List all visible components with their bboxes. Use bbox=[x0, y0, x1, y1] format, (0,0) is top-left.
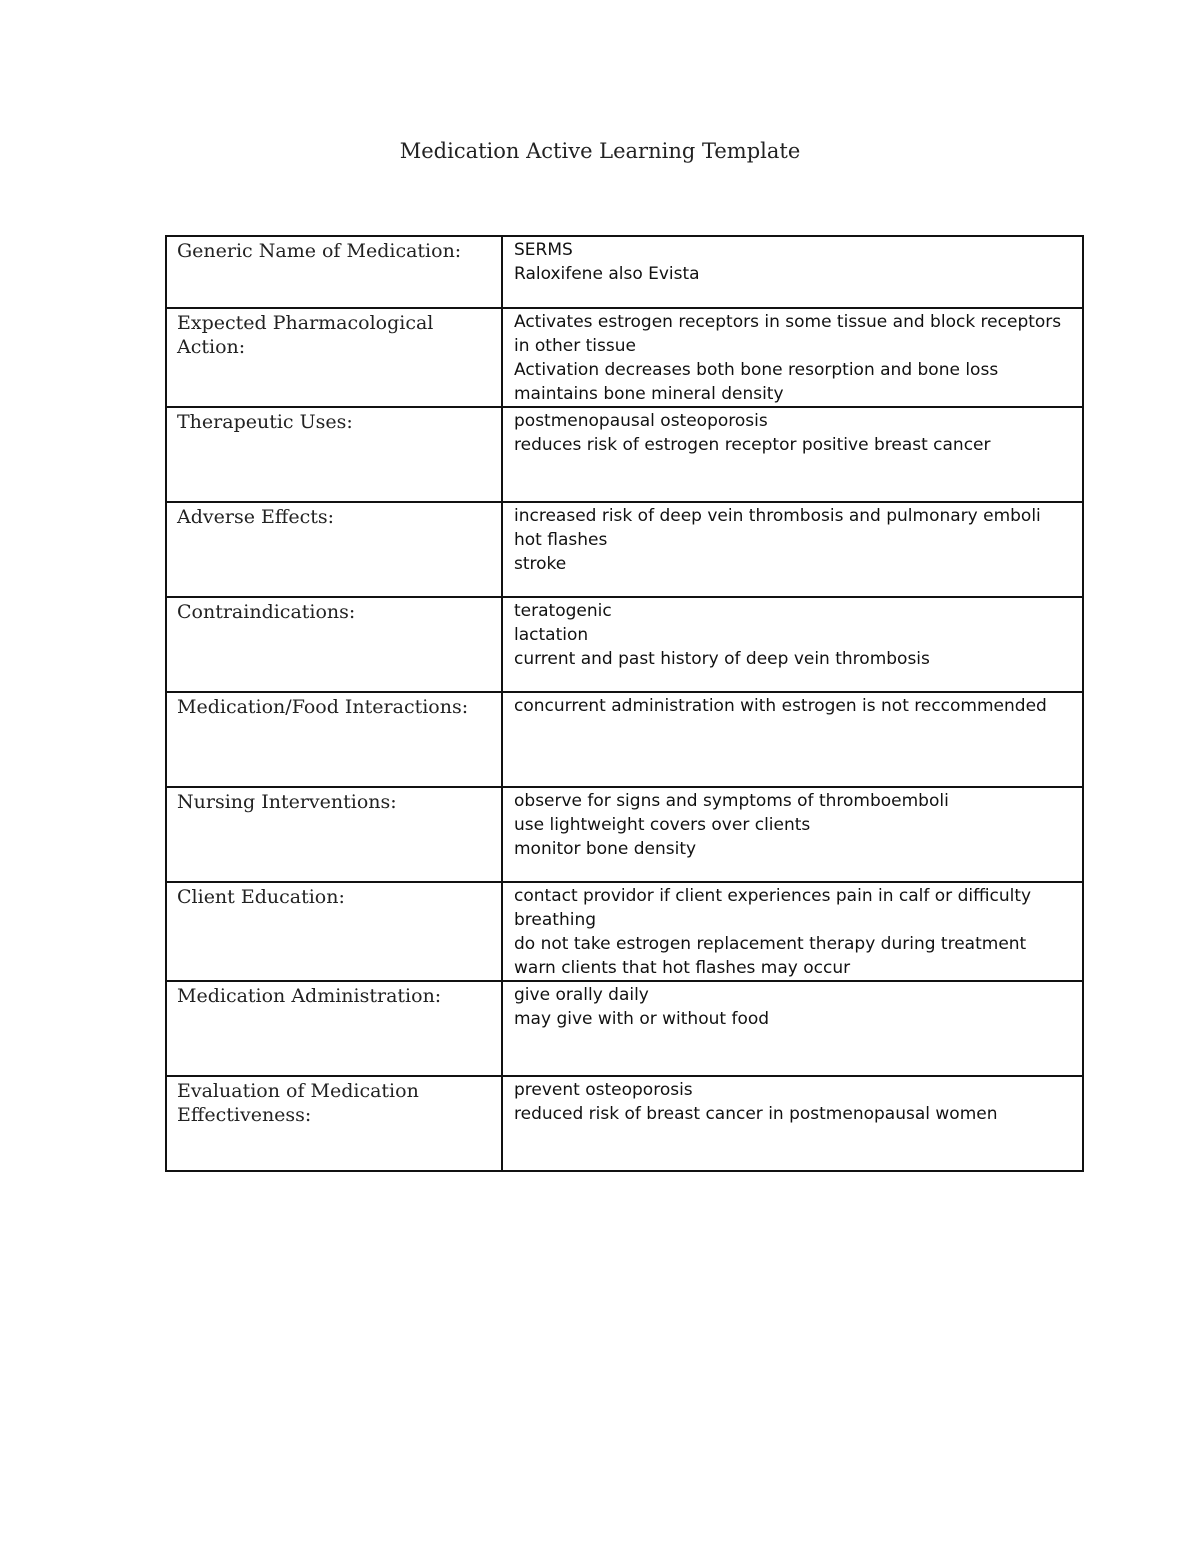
medication-template-table bbox=[165, 235, 1084, 1172]
value-line: give orally daily bbox=[514, 985, 649, 1005]
row-label-therapeutic-uses: Therapeutic Uses: bbox=[166, 407, 502, 502]
row-value-adverse-effects bbox=[502, 502, 1083, 597]
value-line: SERMS bbox=[514, 240, 573, 260]
row-label-contraindications: Contraindications: bbox=[166, 597, 502, 692]
row-value-evaluation-effectiveness bbox=[502, 1076, 1083, 1171]
row-value-therapeutic-uses bbox=[502, 407, 1083, 502]
row-label-evaluation-effectiveness: Evaluation of Medication Effectiveness: bbox=[166, 1076, 502, 1171]
table-row bbox=[166, 882, 1083, 981]
row-value-contraindications bbox=[502, 597, 1083, 692]
row-label-pharmacological-action: Expected Pharmacological Action: bbox=[166, 308, 502, 407]
value-line: reduced risk of breast cancer in postmenopausal women bbox=[514, 1104, 998, 1124]
value-line: lactation bbox=[514, 625, 589, 645]
row-value-nursing-interventions bbox=[502, 787, 1083, 882]
value-line: maintains bone mineral density bbox=[514, 384, 784, 404]
row-label-nursing-interventions: Nursing Interventions: bbox=[166, 787, 502, 882]
table-row bbox=[166, 787, 1083, 882]
document-title: Medication Active Learning Template bbox=[399, 139, 801, 163]
row-label-adverse-effects: Adverse Effects: bbox=[166, 502, 502, 597]
value-line: current and past history of deep vein thrombosis bbox=[514, 649, 930, 669]
value-line: stroke bbox=[514, 554, 567, 574]
value-line: increased risk of deep vein thrombosis and pulmonary emboli bbox=[514, 506, 1041, 526]
row-label-food-interactions: Medication/Food Interactions: bbox=[166, 692, 502, 787]
row-label-medication-administration: Medication Administration: bbox=[166, 981, 502, 1076]
value-line: may give with or without food bbox=[514, 1009, 770, 1029]
value-line: Raloxifene also Evista bbox=[514, 264, 700, 284]
value-line: contact providor if client experiences pain in calf or difficulty breathing bbox=[514, 886, 1032, 930]
row-value-food-interactions bbox=[502, 692, 1083, 787]
row-value-pharmacological-action bbox=[502, 308, 1083, 407]
table-row bbox=[166, 236, 1083, 308]
table-row bbox=[166, 308, 1083, 407]
table-row bbox=[166, 597, 1083, 692]
table-row bbox=[166, 407, 1083, 502]
value-line: concurrent administration with estrogen is not reccommended bbox=[514, 696, 1047, 716]
value-line: postmenopausal osteoporosis bbox=[514, 411, 768, 431]
value-line: monitor bone density bbox=[514, 839, 697, 859]
value-line: teratogenic bbox=[514, 601, 612, 621]
table-row bbox=[166, 1076, 1083, 1171]
row-label-client-education: Client Education: bbox=[166, 882, 502, 981]
value-line: warn clients that hot flashes may occur bbox=[514, 958, 851, 978]
value-line: hot flashes bbox=[514, 530, 608, 550]
table-row bbox=[166, 692, 1083, 787]
row-value-client-education bbox=[502, 882, 1083, 981]
value-line: reduces risk of estrogen receptor positive breast cancer bbox=[514, 435, 991, 455]
row-value-generic-name bbox=[502, 236, 1083, 308]
value-line: do not take estrogen replacement therapy during treatment bbox=[514, 934, 1027, 954]
value-line: observe for signs and symptoms of thromboemboli bbox=[514, 791, 949, 811]
value-line: Activation decreases both bone resorption and bone loss bbox=[514, 360, 999, 380]
row-value-medication-administration bbox=[502, 981, 1083, 1076]
table-row bbox=[166, 502, 1083, 597]
row-label-generic-name: Generic Name of Medication: bbox=[166, 236, 502, 308]
value-line: Activates estrogen receptors in some tissue and block receptors in other tissue bbox=[514, 312, 1062, 356]
value-line: prevent osteoporosis bbox=[514, 1080, 693, 1100]
value-line: use lightweight covers over clients bbox=[514, 815, 811, 835]
table-row bbox=[166, 981, 1083, 1076]
